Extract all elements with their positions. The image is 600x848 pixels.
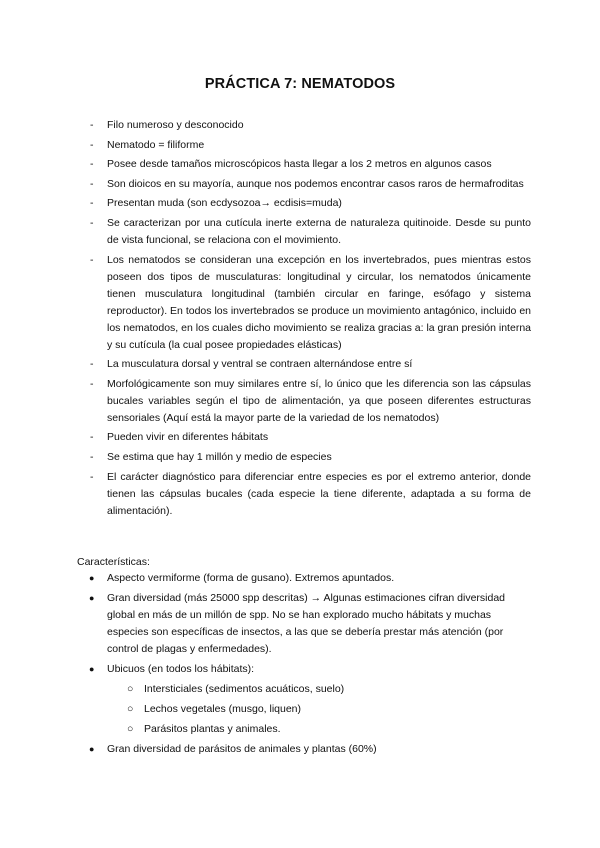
list-item: [90, 429, 531, 446]
list-item: [90, 137, 531, 154]
dash-marker: -: [90, 431, 94, 444]
sub-list: [107, 681, 531, 738]
list-item-text: Los nematodos se consideran una excepción en los invertebrados, pues mientras estos poseen dos tipos de musculaturas: longitudinal y circular, los nematodos únicamente tienen musculatura longitudinal (también circular en faringe, esófago y sistema reproductor). En todos los invertebrados se produce un movimiento antagónico, incluido en los nematodos, en los cuales dicho movimiento se realiza gracias a: la gran presión interna y su cutícula (la cual posee propiedades elásticas): [107, 253, 531, 351]
dash-marker: -: [90, 138, 94, 151]
list-item: [89, 590, 531, 658]
dash-marker: -: [90, 470, 94, 483]
list-item: [90, 156, 531, 173]
sub-list-item: [127, 721, 531, 738]
list-item-text: Nematodo = filiforme: [107, 138, 205, 151]
bullet-marker: ●: [89, 664, 95, 674]
list-item-text: Morfológicamente son muy similares entre sí, lo único que les diferencia son las cápsulas bucales variables según el tipo de alimentación, ya que poseen diferentes estructuras sensoriales (Aquí está la mayor parte de la variedad de los nematodos): [107, 377, 531, 424]
list-item-text: Filo numeroso y desconocido: [107, 119, 244, 131]
list-item: [89, 570, 531, 587]
list-item: [90, 252, 531, 354]
list-item-text: Aspecto vermiforme (forma de gusano). Extremos apuntados.: [107, 572, 395, 584]
dash-marker: -: [90, 158, 94, 171]
sub-list-item-text: Lechos vegetales (musgo, liquen): [144, 703, 302, 715]
bullet-list: [89, 570, 531, 758]
list-item: [90, 117, 531, 134]
sub-list-item-text: Parásitos plantas y animales.: [144, 723, 281, 735]
list-item: [90, 376, 531, 427]
list-item-text: Se estima que hay 1 millón y medio de especies: [107, 450, 332, 463]
sub-list-item: [127, 681, 531, 698]
dash-marker: -: [90, 358, 94, 371]
list-item-text: Son dioicos en su mayoría, aunque nos podemos encontrar casos raros de hermafroditas: [107, 177, 524, 190]
list-item-text: La musculatura dorsal y ventral se contraen alternándose entre sí: [107, 358, 413, 371]
page-title: PRÁCTICA 7: NEMATODOS: [204, 76, 396, 92]
dash-marker: -: [90, 197, 94, 210]
list-item-text: Ubicuos (en todos los hábitats):: [107, 663, 255, 675]
sub-list-item: [127, 701, 531, 718]
list-item: [89, 661, 531, 738]
list-item: [90, 449, 531, 466]
dash-marker: -: [90, 177, 94, 190]
list-item: [90, 176, 531, 193]
circle-marker: ○: [127, 723, 134, 735]
bullet-marker: ●: [89, 573, 95, 583]
dash-list: [90, 117, 531, 520]
circle-marker: ○: [127, 683, 134, 695]
list-item: [90, 215, 531, 249]
list-item-text: Posee desde tamaños microscópicos hasta llegar a los 2 metros en algunos casos: [107, 158, 492, 171]
list-item-text: Gran diversidad (más 25000 spp descritas) → Algunas estimaciones cifran diversidad global en más de un millón de spp. No se han explorado mucho hábitats y muchas especies son específicas de insectos, a las que se debería prestar más atención (por control de plagas y enfermedades).: [107, 592, 506, 655]
dash-marker: -: [90, 253, 94, 266]
list-item: [90, 195, 531, 212]
sub-list-item-text: Intersticiales (sedimentos acuáticos, suelo): [144, 683, 345, 695]
circle-marker: ○: [127, 703, 134, 715]
dash-marker: -: [90, 119, 94, 131]
bullet-marker: ●: [89, 744, 95, 754]
list-item-text: Gran diversidad de parásitos de animales y plantas (60%): [107, 743, 377, 755]
dash-marker: -: [90, 216, 94, 229]
dash-marker: -: [90, 377, 94, 390]
list-item: [89, 741, 531, 758]
list-item-text: Se caracterizan por una cutícula inerte externa de naturaleza quitinoide. Desde su punto de vista funcional, se relaciona con el movimiento.: [107, 216, 531, 246]
list-item: [90, 469, 531, 520]
list-item-text: Pueden vivir en diferentes hábitats: [107, 431, 269, 444]
list-item: [90, 356, 531, 373]
list-item-text: El carácter diagnóstico para diferenciar entre especies es por el extremo anterior, donde tienen las cápsulas bucales (cada especie la tiene diferente, adaptada a su forma de alimentación).: [107, 470, 531, 517]
bullet-marker: ●: [89, 593, 95, 603]
dash-marker: -: [90, 450, 94, 463]
list-item-text: Presentan muda (son ecdysozoa→ ecdisis=muda): [107, 197, 342, 210]
section-heading: Características:: [77, 556, 150, 568]
